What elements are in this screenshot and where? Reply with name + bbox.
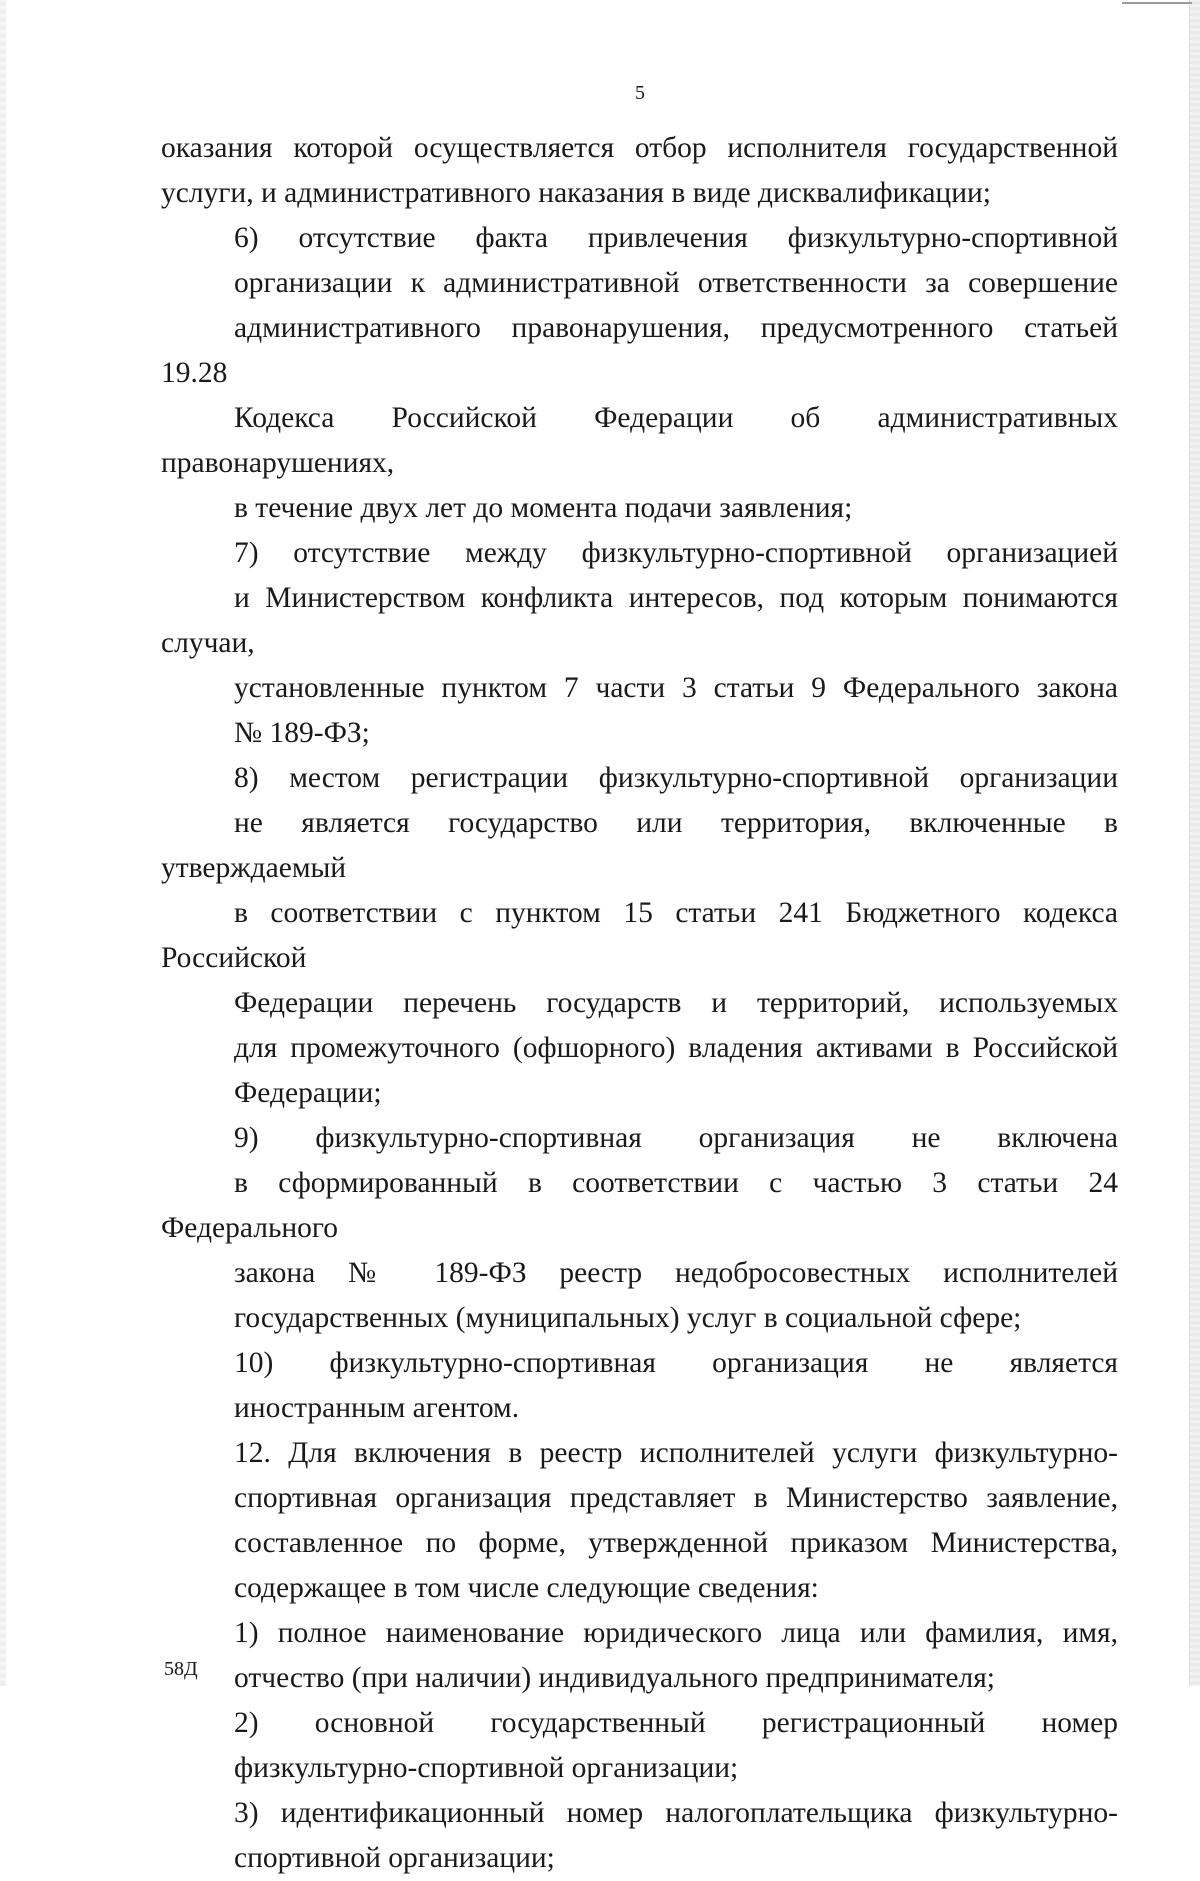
text-line: 9) физкультурно-спортивная организация не включена xyxy=(234,1122,1118,1154)
text-line: составленное по форме, утвержденной приказом Министерства, xyxy=(234,1527,1118,1559)
scan-corner-mark xyxy=(1122,2,1192,4)
text-line: закона № 189-ФЗ реестр недобросовестных исполнителей xyxy=(234,1257,1118,1289)
text-line: 1) полное наименование юридического лица или фамилия, имя, xyxy=(234,1617,1118,1649)
paragraph xyxy=(161,531,1118,756)
text-line: 12. Для включения в реестр исполнителей услуги физкультурно- xyxy=(234,1437,1118,1469)
footer-document-code: 58Д xyxy=(164,1658,198,1680)
paragraph xyxy=(161,1431,1118,1611)
text-line: 8) местом регистрации физкультурно-спортивной организации xyxy=(234,762,1118,794)
text-line: 10) физкультурно-спортивная организация не является xyxy=(234,1347,1118,1379)
text-line: Кодекса Российской Федерации об административных правонарушениях, xyxy=(161,402,1118,479)
text-line: услуги, и административного наказания в виде дисквалификации; xyxy=(161,177,991,209)
text-line: в течение двух лет до момента подачи заявления; xyxy=(234,492,853,524)
text-line: не является государство или территория, включенные в утверждаемый xyxy=(161,807,1118,884)
paragraph xyxy=(161,1791,1118,1881)
text-line: 2) основной государственный регистрационный номер xyxy=(234,1707,1118,1739)
text-line: для промежуточного (офшорного) владения активами в Российской xyxy=(234,1032,1118,1064)
text-line: 7) отсутствие между физкультурно-спортивной организацией xyxy=(234,537,1118,569)
scan-left-edge xyxy=(0,0,6,1686)
text-line: 3) идентификационный номер налогоплательщика физкультурно- xyxy=(234,1797,1118,1829)
paragraph xyxy=(161,1116,1118,1341)
text-line: в соответствии с пунктом 15 статьи 241 Бюджетного кодекса Российской xyxy=(161,897,1118,974)
text-line: содержащее в том числе следующие сведения: xyxy=(234,1572,819,1604)
paragraph xyxy=(161,756,1118,1116)
text-line: Федерации; xyxy=(234,1077,382,1109)
paragraph xyxy=(161,216,1118,531)
text-line: установленные пунктом 7 части 3 статьи 9 Федерального закона xyxy=(234,672,1118,704)
text-line: административного правонарушения, предусмотренного статьей 19.28 xyxy=(161,312,1118,389)
text-line: в сформированный в соответствии с частью 3 статьи 24 Федерального xyxy=(161,1167,1118,1244)
paragraph xyxy=(161,1701,1118,1791)
text-line: спортивной организации; xyxy=(234,1842,555,1874)
text-line: государственных (муниципальных) услуг в социальной сфере; xyxy=(234,1302,1022,1334)
paragraph xyxy=(161,1611,1118,1701)
text-line: иностранным агентом. xyxy=(234,1392,520,1424)
text-line: организации к административной ответственности за совершение xyxy=(234,267,1118,299)
text-line: и Министерством конфликта интересов, под которым понимаются случаи, xyxy=(161,582,1118,659)
paragraph xyxy=(161,1341,1118,1431)
document-body xyxy=(161,126,1118,1881)
text-line: отчество (при наличии) индивидуального предпринимателя; xyxy=(234,1662,995,1694)
paragraph xyxy=(161,126,1118,216)
text-line: Федерации перечень государств и территорий, используемых xyxy=(234,987,1118,1019)
text-line: спортивная организация представляет в Министерство заявление, xyxy=(234,1482,1118,1514)
page-number: 5 xyxy=(635,82,645,104)
text-line: 6) отсутствие факта привлечения физкультурно-спортивной xyxy=(234,222,1118,254)
text-line: физкультурно-спортивной организации; xyxy=(234,1752,739,1784)
scan-right-edge xyxy=(1189,0,1200,1686)
text-line: оказания которой осуществляется отбор исполнителя государственной xyxy=(161,132,1118,164)
text-line: № 189-ФЗ; xyxy=(234,717,370,749)
